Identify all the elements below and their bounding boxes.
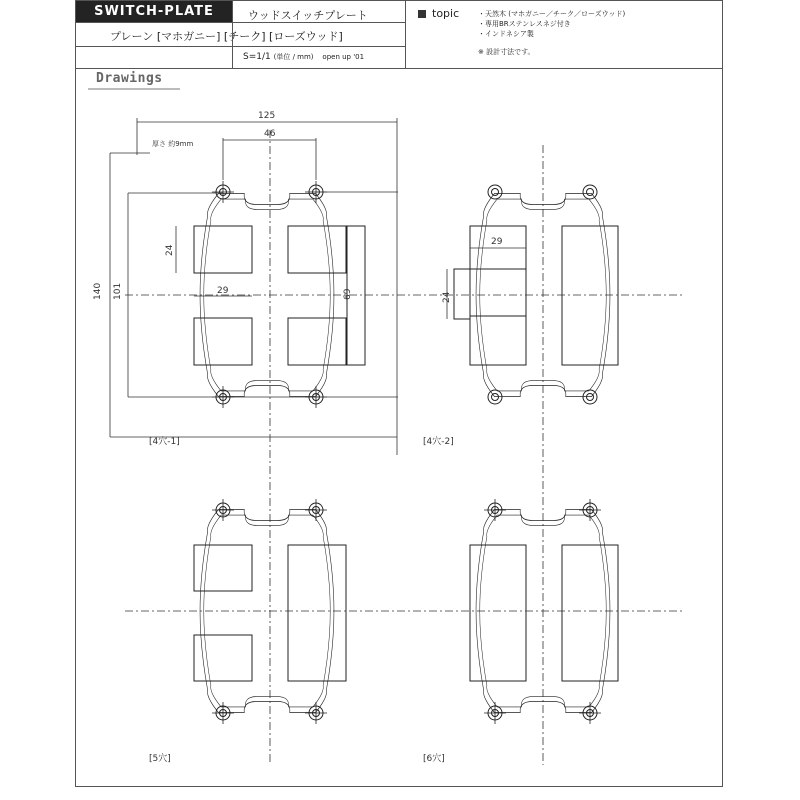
screw-hole-icon	[583, 185, 597, 199]
dim-thickness: 厚さ 約9mm	[152, 140, 194, 148]
plate-label: [5穴]	[149, 754, 171, 764]
screw-hole-icon	[305, 499, 327, 521]
dim-width: 125	[258, 111, 276, 121]
dim-center-span: 69	[343, 288, 353, 300]
topic-line-1: ・天然木 (マホガニー／チーク／ローズウッド)	[478, 10, 626, 18]
dim-height: 140	[93, 282, 103, 300]
dim-opening-w: 29	[217, 286, 229, 296]
plate-label: [4穴-1]	[149, 437, 180, 447]
screw-hole-icon	[583, 390, 597, 404]
dimension-lines	[110, 118, 526, 455]
switch-plate-badge: SWITCH-PLATE	[76, 1, 232, 22]
screw-hole-icon	[484, 499, 506, 521]
plate-label: [4穴-2]	[423, 437, 454, 447]
screw-hole-icon	[488, 185, 502, 199]
plate-4hole-1	[149, 181, 365, 447]
date-note: open up '01	[322, 53, 365, 61]
dim-inner-height: 101	[113, 282, 123, 300]
screw-hole-icon	[484, 702, 506, 724]
dim-p2-opening-h: 24	[442, 291, 452, 303]
dim-opening-h: 24	[165, 244, 175, 256]
switch-opening	[288, 545, 346, 681]
plate-6hole	[423, 499, 618, 764]
switch-opening	[470, 545, 526, 681]
topic-label: topic	[432, 7, 460, 20]
screw-hole-icon	[305, 702, 327, 724]
screw-hole-icon	[212, 499, 234, 521]
switch-opening	[562, 545, 618, 681]
switch-opening	[562, 226, 618, 365]
screw-hole-icon	[488, 390, 502, 404]
plate-label: [6穴]	[423, 754, 445, 764]
product-name: ウッドスイッチプレート	[248, 9, 368, 22]
switch-opening	[288, 318, 346, 365]
topic-note: ※ 設計寸法です。	[478, 48, 535, 56]
screw-hole-icon	[212, 702, 234, 724]
drawings-title: Drawings	[96, 71, 163, 86]
plate-4hole-2	[423, 185, 618, 447]
dim-hole-spacing: 46	[264, 129, 276, 139]
dim-box	[454, 269, 470, 319]
dim-p2-opening-w: 29	[491, 237, 503, 247]
plate-5hole	[149, 499, 346, 764]
topic-line-2: ・専用BRステンレスネジ付き	[478, 20, 571, 28]
screw-hole-icon	[212, 181, 234, 203]
product-variant: プレーン [マホガニー] [チーク] [ローズウッド]	[110, 30, 343, 43]
scale-value: S=1/1	[243, 52, 271, 62]
switch-opening-inner	[470, 269, 526, 316]
center-lines	[125, 130, 685, 765]
topic-line-3: ・インドネシア製	[478, 30, 534, 38]
switch-opening	[288, 226, 346, 273]
unit-note: (単位 / mm)	[273, 53, 314, 61]
screw-hole-icon	[579, 702, 601, 724]
